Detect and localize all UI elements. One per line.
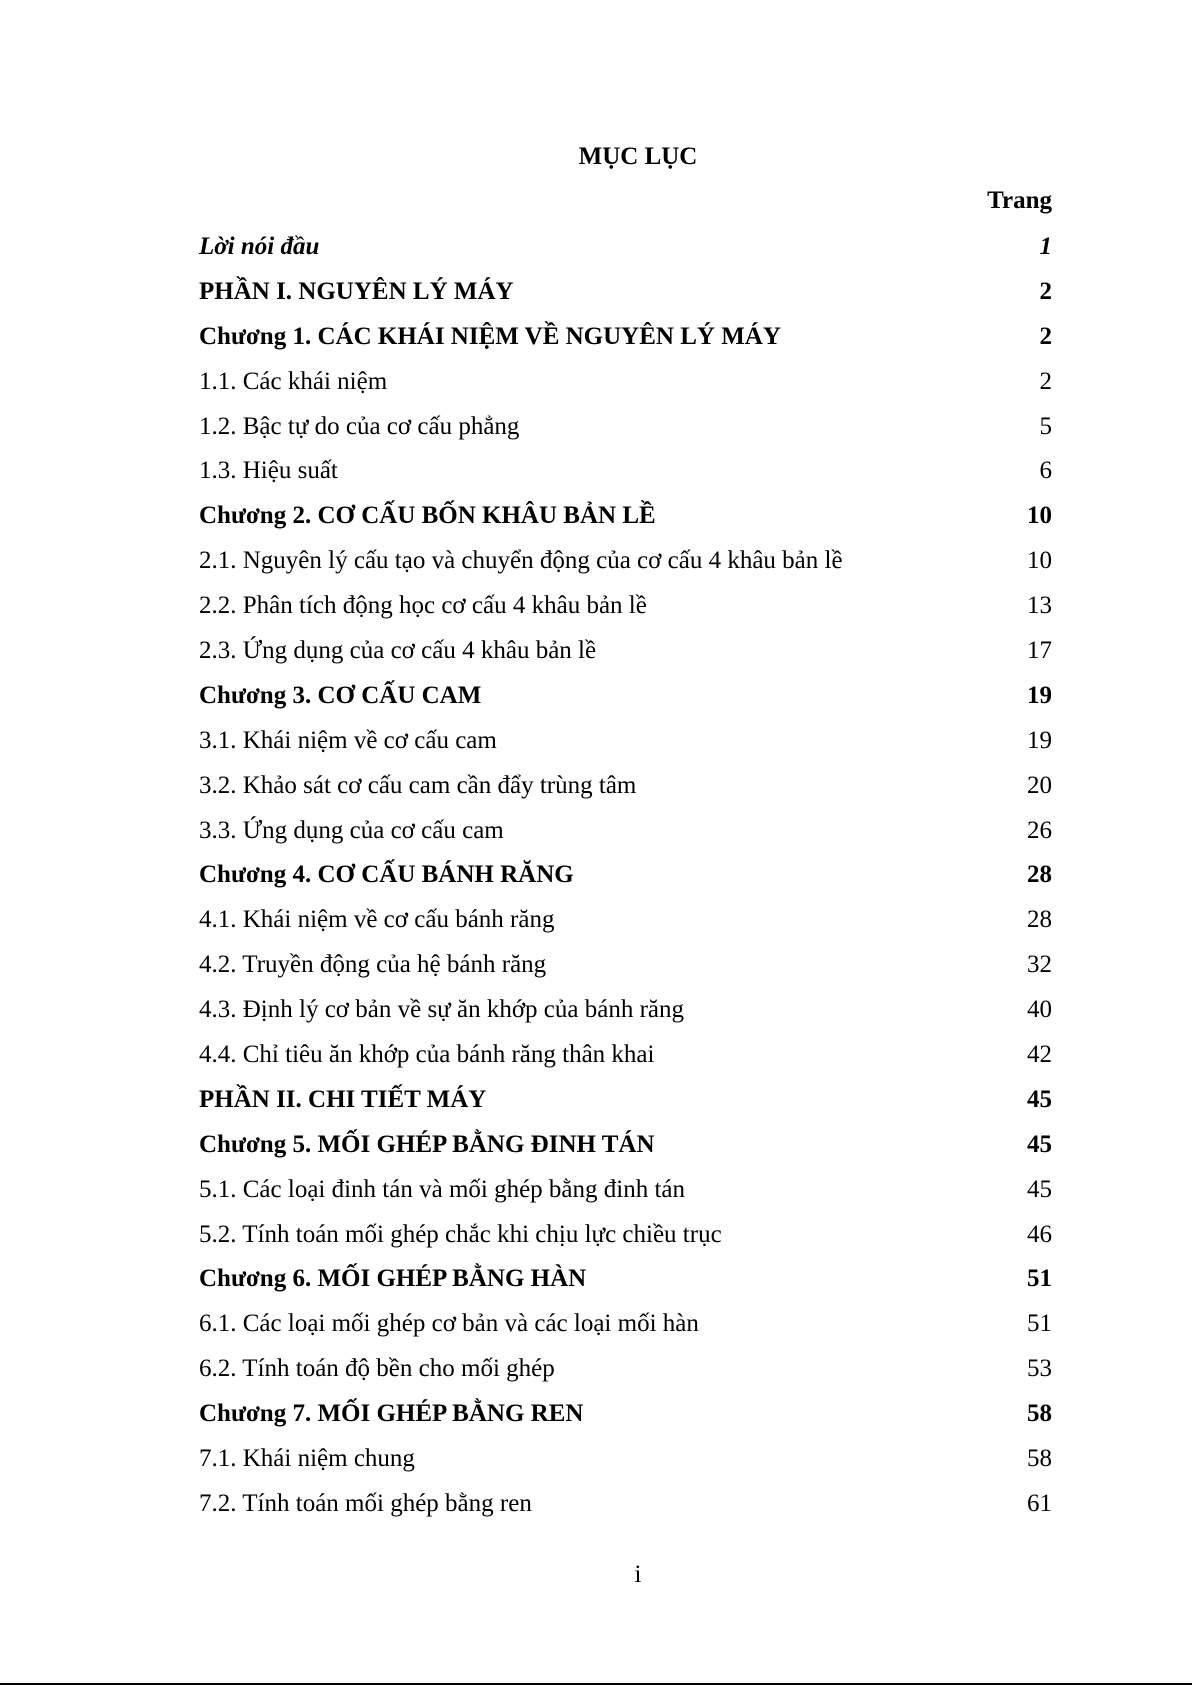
toc-entry-chapter bbox=[199, 319, 1052, 364]
toc-entry-page-number: 19 bbox=[1027, 726, 1052, 754]
toc-entry-page-number: 2 bbox=[1039, 277, 1052, 305]
toc-entry-label: Chương 7. MỐI GHÉP BẰNG REN bbox=[199, 1400, 584, 1428]
toc-entry-part bbox=[199, 1082, 1052, 1127]
toc-entry-page-number: 45 bbox=[1027, 1130, 1052, 1158]
toc-entry-section bbox=[199, 947, 1052, 992]
toc-entry-label: 4.3. Định lý cơ bản về sự ăn khớp của bánh răng bbox=[199, 996, 685, 1024]
toc-entry-label: 5.2. Tính toán mối ghép chắc khi chịu lực chiều trục bbox=[199, 1220, 722, 1248]
toc-entry-chapter bbox=[199, 498, 1052, 543]
toc-entry-page-number: 2 bbox=[1039, 322, 1052, 350]
toc-entry-page-number: 1 bbox=[1039, 233, 1052, 260]
toc-entry-page-number: 53 bbox=[1027, 1355, 1052, 1383]
toc-entry-page-number: 28 bbox=[1027, 906, 1052, 934]
toc-entry-label: Chương 4. CƠ CẤU BÁNH RĂNG bbox=[199, 861, 574, 889]
table-of-contents bbox=[199, 229, 1052, 1531]
toc-entry-label: Lời nói đầu bbox=[199, 233, 320, 260]
toc-entry-label: 6.1. Các loại mối ghép cơ bản và các loại mối hàn bbox=[199, 1310, 699, 1338]
toc-entry-label: 6.2. Tính toán độ bền cho mối ghép bbox=[199, 1355, 555, 1383]
toc-entry-section bbox=[199, 1306, 1052, 1351]
toc-entry-label: PHẦN I. NGUYÊN LÝ MÁY bbox=[199, 277, 514, 305]
toc-entry-page-number: 13 bbox=[1027, 592, 1052, 620]
toc-entry-page-number: 17 bbox=[1027, 637, 1052, 665]
toc-entry-label: 4.1. Khái niệm về cơ cấu bánh răng bbox=[199, 906, 555, 934]
toc-entry-chapter bbox=[199, 678, 1052, 723]
toc-entry-page-number: 20 bbox=[1027, 771, 1052, 799]
toc-entry-section bbox=[199, 992, 1052, 1037]
toc-entry-section bbox=[199, 813, 1052, 858]
toc-entry-label: 1.3. Hiệu suất bbox=[199, 457, 338, 485]
toc-entry-page-number: 28 bbox=[1027, 861, 1052, 889]
toc-entry-section bbox=[199, 1172, 1052, 1217]
toc-entry-section bbox=[199, 588, 1052, 633]
toc-entry-label: Chương 6. MỐI GHÉP BẰNG HÀN bbox=[199, 1265, 587, 1293]
toc-entry-label: 2.2. Phân tích động học cơ cấu 4 khâu bản lề bbox=[199, 592, 647, 620]
toc-entry-label: 7.2. Tính toán mối ghép bằng ren bbox=[199, 1489, 532, 1517]
toc-entry-label: 4.4. Chỉ tiêu ăn khớp của bánh răng thân khai bbox=[199, 1041, 655, 1069]
toc-entry-page-number: 58 bbox=[1027, 1445, 1052, 1473]
toc-entry-label: Chương 5. MỐI GHÉP BẰNG ĐINH TÁN bbox=[199, 1130, 655, 1158]
toc-entry-section bbox=[199, 1486, 1052, 1531]
toc-entry-label: 3.1. Khái niệm về cơ cấu cam bbox=[199, 726, 497, 754]
toc-entry-section bbox=[199, 409, 1052, 454]
toc-entry-page-number: 51 bbox=[1027, 1310, 1052, 1338]
toc-entry-chapter bbox=[199, 1261, 1052, 1306]
toc-entry-label: 5.1. Các loại đinh tán và mối ghép bằng đinh tán bbox=[199, 1175, 686, 1203]
toc-entry-preface bbox=[199, 229, 1052, 274]
toc-entry-page-number: 51 bbox=[1027, 1265, 1052, 1293]
toc-entry-chapter bbox=[199, 857, 1052, 902]
toc-entry-label: 3.2. Khảo sát cơ cấu cam cần đẩy trùng tâm bbox=[199, 771, 637, 799]
toc-entry-part bbox=[199, 274, 1052, 319]
toc-entry-section bbox=[199, 543, 1052, 588]
toc-entry-label: PHẦN II. CHI TIẾT MÁY bbox=[199, 1085, 487, 1113]
toc-entry-section bbox=[199, 453, 1052, 498]
toc-entry-page-number: 19 bbox=[1027, 681, 1052, 709]
toc-entry-section bbox=[199, 768, 1052, 813]
toc-entry-section bbox=[199, 364, 1052, 409]
toc-entry-label: 2.3. Ứng dụng của cơ cấu 4 khâu bản lề bbox=[199, 637, 597, 665]
toc-entry-label: 7.1. Khái niệm chung bbox=[199, 1445, 415, 1473]
toc-entry-page-number: 46 bbox=[1027, 1220, 1052, 1248]
toc-entry-section bbox=[199, 1441, 1052, 1486]
toc-entry-label: 4.2. Truyền động của hệ bánh răng bbox=[199, 951, 547, 979]
toc-entry-section bbox=[199, 633, 1052, 678]
toc-entry-page-number: 58 bbox=[1027, 1400, 1052, 1428]
toc-entry-label: 1.2. Bậc tự do của cơ cấu phẳng bbox=[199, 412, 520, 440]
page-title: MỤC LỤC bbox=[578, 143, 698, 170]
toc-entry-chapter bbox=[199, 1127, 1052, 1172]
toc-entry-label: Chương 1. CÁC KHÁI NIỆM VỀ NGUYÊN LÝ MÁY bbox=[199, 322, 781, 350]
toc-entry-section bbox=[199, 902, 1052, 947]
toc-entry-page-number: 32 bbox=[1027, 951, 1052, 979]
toc-entry-page-number: 5 bbox=[1039, 412, 1052, 440]
toc-entry-page-number: 6 bbox=[1039, 457, 1052, 485]
toc-entry-section bbox=[199, 1217, 1052, 1262]
toc-entry-page-number: 26 bbox=[1027, 816, 1052, 844]
toc-entry-section bbox=[199, 1351, 1052, 1396]
toc-entry-page-number: 45 bbox=[1027, 1085, 1052, 1113]
page-column-header: Trang bbox=[987, 187, 1052, 214]
toc-entry-label: Chương 3. CƠ CẤU CAM bbox=[199, 681, 482, 709]
footer-page-number: i bbox=[634, 1561, 642, 1588]
toc-entry-page-number: 10 bbox=[1027, 547, 1052, 575]
toc-entry-page-number: 61 bbox=[1027, 1489, 1052, 1517]
toc-entry-section bbox=[199, 1037, 1052, 1082]
toc-entry-page-number: 42 bbox=[1027, 1041, 1052, 1069]
toc-entry-page-number: 45 bbox=[1027, 1175, 1052, 1203]
toc-entry-label: 1.1. Các khái niệm bbox=[199, 367, 388, 395]
toc-entry-chapter bbox=[199, 1396, 1052, 1441]
toc-entry-label: 2.1. Nguyên lý cấu tạo và chuyển động của cơ cấu 4 khâu bản lề bbox=[199, 547, 843, 575]
toc-entry-page-number: 40 bbox=[1027, 996, 1052, 1024]
toc-entry-page-number: 2 bbox=[1039, 367, 1052, 395]
toc-entry-page-number: 10 bbox=[1027, 502, 1052, 530]
toc-entry-label: 3.3. Ứng dụng của cơ cấu cam bbox=[199, 816, 504, 844]
toc-entry-label: Chương 2. CƠ CẤU BỐN KHÂU BẢN LỀ bbox=[199, 502, 656, 530]
toc-entry-section bbox=[199, 723, 1052, 768]
